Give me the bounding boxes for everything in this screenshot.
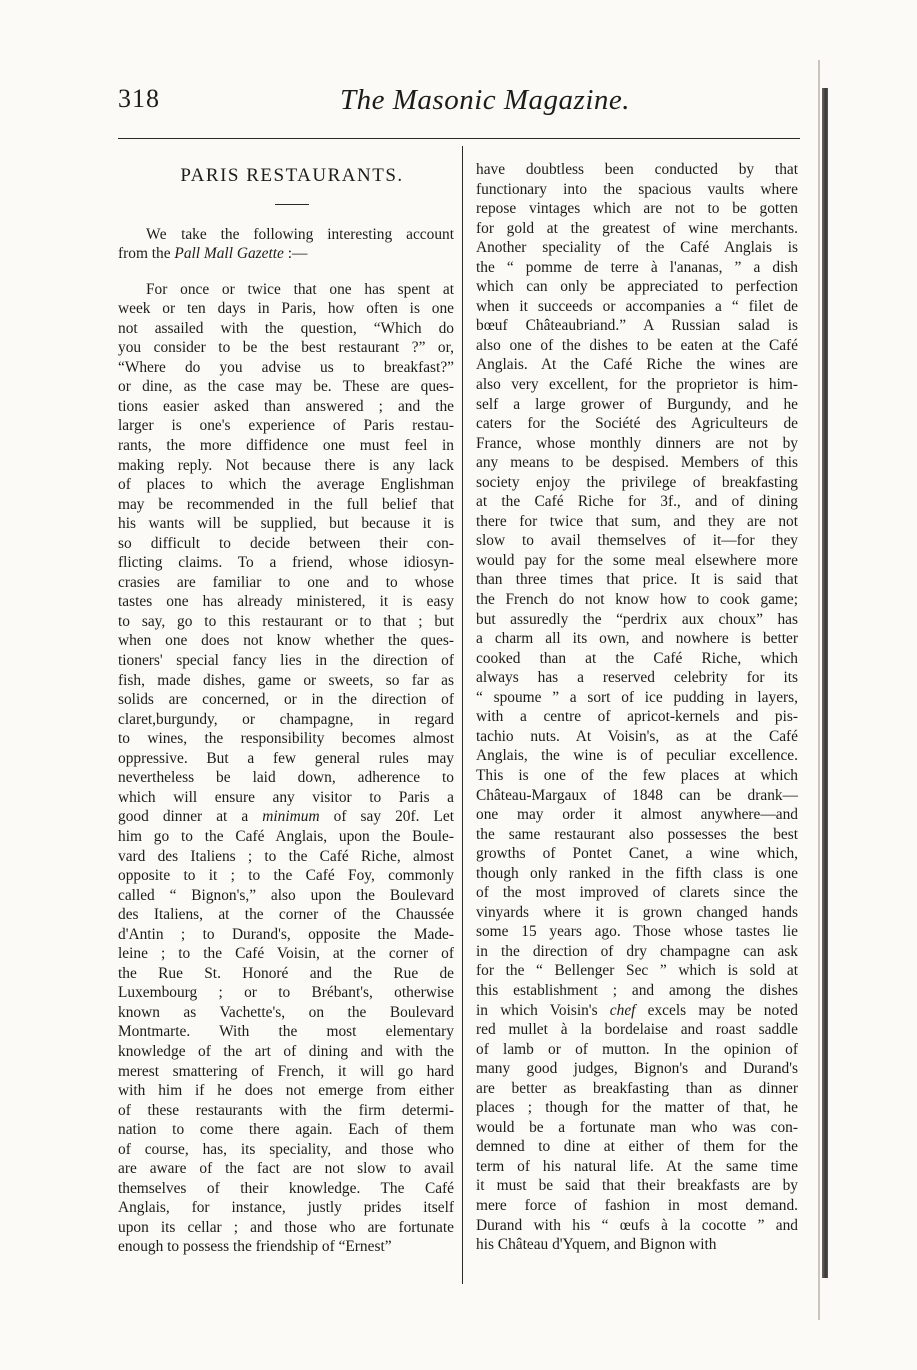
text-line: For once or twice that one has spent at [146,280,454,298]
text-line: enough to possess the friendship of “Ernest” [118,1238,392,1256]
right-column [476,160,798,1255]
left-body-text [118,280,454,1257]
text-line: rants, the more diffidence one must feel in [118,437,454,455]
text-line: Montmarte. With the most elementary [118,1023,454,1041]
text-line: Château-Margaux of 1848 can be drank— [476,786,798,804]
text-line: which will ensure any visitor to Paris a [118,788,454,806]
text-line: with him if he does not emerge from either [118,1082,454,1100]
header-rule [118,138,800,139]
text-line: “Where do you advise us to breakfast?” [118,358,454,376]
text-line: crasies are familiar to one and to whose [118,573,454,591]
text-line: vinyards where it is grown changed hands [476,903,798,921]
text-line: Anglais, the wine is of peculiar excellence. [476,747,798,765]
text-line: week or ten days in Paris, how often is one [118,300,454,318]
text-line: merest smattering of French, it will go hard [118,1062,454,1080]
text-line: d'Antin ; to Durand's, opposite the Made- [118,925,454,943]
text-line: red mullet à la bordelaise and roast saddle [476,1021,798,1039]
text-line: this establishment ; and among the dishes [476,981,798,999]
text-line: cooked than at the Café Riche, which [476,649,798,667]
text-line: him go to the Café Anglais, upon the Boule- [118,827,454,845]
text-line: so difficult to decide between their con- [118,534,454,552]
text-line: a charm all its own, and nowhere is better [476,630,798,648]
text-line: would be a fortunate man who was con- [476,1118,798,1136]
article-title: PARIS RESTAURANTS. [180,165,404,186]
text-line: always has a reserved celebrity for its [476,669,798,687]
text-line: term of his natural life. At the same time [476,1157,798,1175]
text-line: leine ; to the Café Voisin, at the corner of [118,945,454,963]
text-line: any means to be despised. Members of this [476,454,798,472]
text-line: of these restaurants with the firm determi- [118,1101,454,1119]
text-line: the same restaurant also possesses the best [476,825,798,843]
text-line: Anglais. At the Café Riche the wines are [476,356,798,374]
text-line: of places to which the average Englishman [118,476,454,494]
text-line: des Italiens, at the corner of the Chaussée [118,906,454,924]
text-line: one may order it almost anywhere—and [476,806,798,824]
left-column [118,150,454,1257]
text-line [118,807,454,827]
intro-text: from the [118,245,175,263]
text-segment: good dinner at a [118,808,263,826]
text-line: tions easier asked than answered ; and the [118,397,454,415]
text-line: making reply. Not because there is any lack [118,456,454,474]
text-line: called “ Bignon's,” also upon the Boulevard [118,886,454,904]
intro-line [118,225,454,245]
title-rule [275,204,309,205]
text-line: his Château d'Yquem, and Bignon with [476,1236,717,1254]
text-line: tastes one has already ministered, it is easy [118,593,454,611]
text-line: though only ranked in the fifth class is one [476,864,798,882]
text-line: to wines, the responsibility becomes almost [118,730,454,748]
text-line: there for twice that sum, and they are not [476,512,798,530]
text-line: for gold at the greatest of wine merchants. [476,219,798,237]
text-line: growths of Pontet Canet, a wine which, [476,845,798,863]
text-line: when one does not know whether the ques- [118,632,454,650]
text-line: nation to come there again. Each of them [118,1121,454,1139]
text-line: society enjoy the privilege of breakfasting [476,473,798,491]
text-line: self a large grower of Burgundy, and he [476,395,798,413]
text-line: flicting claims. To a friend, whose idiosyn- [118,554,454,572]
text-line: Anglais, for instance, justly prides itself [118,1199,454,1217]
text-line: have doubtless been conducted by that [476,161,798,178]
column-divider [462,146,463,1284]
text-line: which can only be appreciated to perfection [476,278,798,296]
text-line: to say, go to this restaurant or to that ; but [118,612,454,630]
text-segment: in which Voisin's [476,1001,610,1019]
text-line [476,1001,798,1021]
text-line: Luxembourg ; or to Brébant's, otherwise [118,984,454,1002]
text-line: may be recommended in the full belief that [118,495,454,513]
text-line: at the Café Riche for 3f., and of dining [476,493,798,511]
intro-text: :— [283,245,308,263]
right-body-text [476,160,798,1255]
text-line: caters for the Société des Agriculteurs de [476,415,798,433]
text-line: not assailed with the question, “Which do [118,319,454,337]
text-line: fish, made dishes, game or sweets, so far as [118,671,454,689]
text-line: you consider to be the best restaurant ?” or, [118,339,454,357]
text-line: many good judges, Bignon's and Durand's [476,1060,798,1078]
text-line: nevertheless be laid down, adherence to [118,769,454,787]
text-line: of course, has, its speciality, and those who [118,1140,454,1158]
running-title: The Masonic Magazine. [340,84,630,116]
text-line: but assuredly the “perdrix aux choux” has [476,610,798,628]
intro-text: take the following interesting account [167,225,454,243]
publication-name: Pall Mall Gazette [174,245,284,263]
page-number: 318 [118,84,160,113]
text-line: for the “ Bellenger Sec ” which is sold at [476,962,798,980]
text-segment: excels may be noted [635,1001,798,1019]
text-line: repose vintages which are not to be gotten [476,200,798,218]
text-line: opposite to it ; to the Café Foy, commonly [118,867,454,885]
article-intro [118,225,454,264]
text-line: This is one of the few places at which [476,766,798,784]
intro-line [118,244,454,264]
text-line: “ spoume ” a sort of ice pudding in layers, [476,688,798,706]
text-line: of the most improved of clarets since the [476,884,798,902]
text-line: knowledge of the art of dining and with the [118,1042,454,1060]
page-edge-shadow [818,60,820,1320]
text-line: in the direction of dry champagne can ask [476,942,798,960]
text-line: demned to dine at either of them for the [476,1138,798,1156]
text-line: his wants will be supplied, but because it is [118,515,454,533]
text-line: claret,burgundy, or champagne, in regard [118,710,454,728]
text-line: upon its cellar ; and those who are fortunate [118,1218,454,1236]
text-line: also one of the dishes to be eaten at the Café [476,336,798,354]
text-line: slow to avail themselves of it—for they [476,532,798,550]
text-line: when it succeeds or accompanies a “ filet de [476,297,798,315]
text-line: than three times that price. It is said that [476,571,798,589]
text-line: Another speciality of the Café Anglais is [476,239,798,257]
text-line: the “ pomme de terre à l'ananas, ” a dish [476,258,798,276]
text-line: functionary into the spacious vaults where [476,180,798,198]
text-line: Durand with his “ œufs à la cocotte ” and [476,1216,798,1234]
text-line: the French do not know how to cook game; [476,591,798,609]
text-line: places ; though for the matter of that, he [476,1099,798,1117]
text-line: the Rue St. Honoré and the Rue de [118,964,454,982]
italic-term: chef [609,1001,636,1019]
text-segment: of say 20f. Let [319,808,454,826]
text-line: oppressive. But a few general rules may [118,749,454,767]
text-line: France, whose monthly dinners are not by [476,434,798,452]
text-line: with a centre of apricot-kernels and pis- [476,708,798,726]
text-line: vard des Italiens ; to the Café Riche, almost [118,847,454,865]
text-line: themselves of their knowledge. The Café [118,1179,454,1197]
text-line: larger is one's experience of Paris restau- [118,417,454,435]
text-line: are better as breakfasting than as dinner [476,1079,798,1097]
text-line: mere force of fashion in most demand. [476,1196,798,1214]
text-line: are aware of the fact are not slow to avail [118,1160,454,1178]
text-line: tachio nuts. At Voisin's, as at the Café [476,727,798,745]
text-line: known as Vachette's, on the Boulevard [118,1003,454,1021]
text-line: of lamb or of mutton. In the opinion of [476,1040,798,1058]
text-line: solids are concerned, or in the direction of [118,691,454,709]
text-line: would pay for the some meal elsewhere more [476,551,798,569]
italic-term: minimum [262,808,320,826]
text-line: or dine, as the case may be. These are ques- [118,378,454,396]
intro-lead-word: We [146,225,168,243]
text-line: some 15 years ago. Those whose tastes lie [476,923,798,941]
page-binding-edge [822,88,828,1278]
text-line: it must be said that their breakfasts are by [476,1177,798,1195]
text-line: also very excellent, for the proprietor is him- [476,376,798,394]
text-line: bœuf Châteaubriand.” A Russian salad is [476,317,798,335]
text-line: tioners' special fancy lies in the direction of [118,652,454,670]
